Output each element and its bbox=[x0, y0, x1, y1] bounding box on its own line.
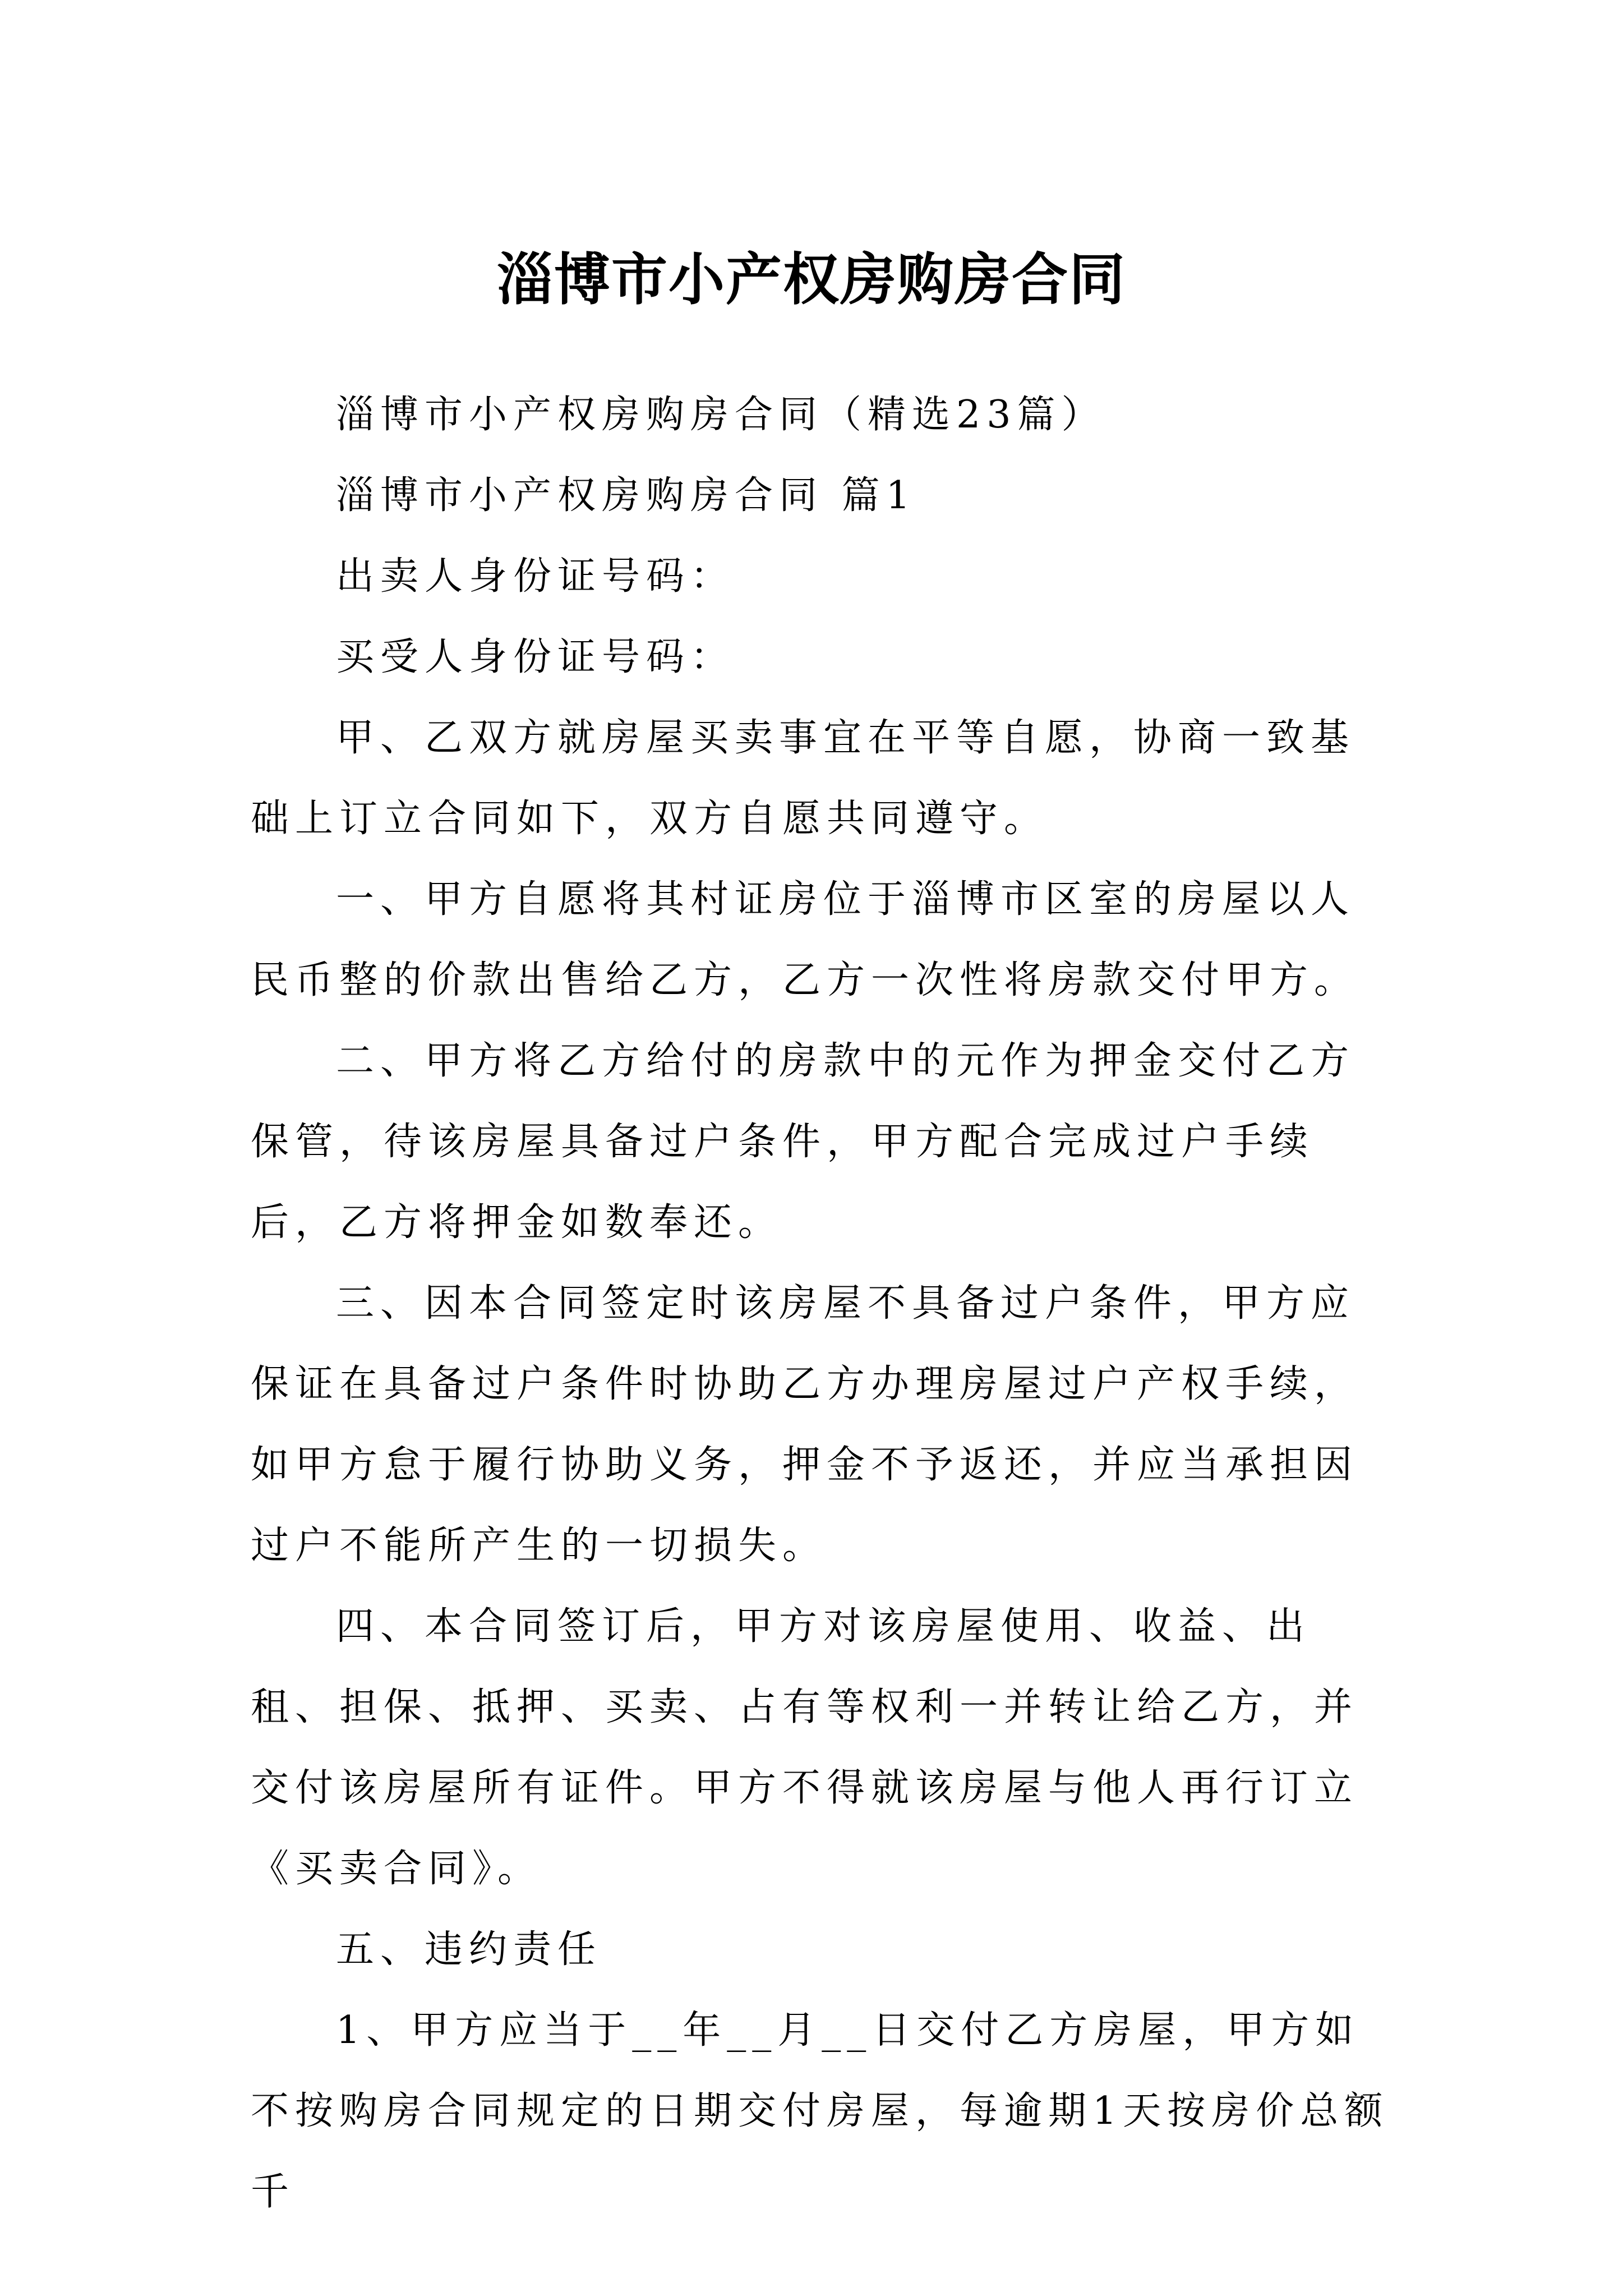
document-body bbox=[251, 375, 1395, 2233]
clause-3: 三、因本合同签定时该房屋不具备过户条件，甲方应保证在具备过户条件时协助乙方办理房屋过户产权手续，如甲方怠于履行协助义务，押金不予返还，并应当承担因过户不能所产生的一切损失。 bbox=[251, 1281, 1359, 1568]
document-title: 淄博市小产权房购房合同 bbox=[497, 247, 1126, 312]
subtitle-line: 淄博市小产权房购房合同（精选23篇） bbox=[336, 393, 1106, 437]
buyer-id-line: 买受人身份证号码： bbox=[336, 635, 735, 679]
section-heading: 淄博市小产权房购房合同 篇1 bbox=[336, 473, 916, 518]
seller-id-line: 出卖人身份证号码： bbox=[336, 554, 735, 599]
clause-5-item-1: 1、甲方应当于__年__月__日交付乙方房屋，甲方如不按购房合同规定的日期交付房屋，每逾期1天按房价总额千 bbox=[251, 2008, 1389, 2214]
clause-2: 二、甲方将乙方给付的房款中的元作为押金交付乙方保管，待该房屋具备过户条件，甲方配合完成过户手续后，乙方将押金如数奉还。 bbox=[251, 1039, 1355, 1245]
preamble-paragraph: 甲、乙双方就房屋买卖事宜在平等自愿，协商一致基础上订立合同如下，双方自愿共同遵守。 bbox=[251, 716, 1355, 841]
clause-5-heading: 五、违约责任 bbox=[336, 1927, 602, 1972]
clause-4: 四、本合同签订后，甲方对该房屋使用、收益、出租、担保、抵押、买卖、占有等权利一并转让给乙方，并交付该房屋所有证件。甲方不得就该房屋与他人再行订立《买卖合同》。 bbox=[251, 1604, 1359, 1891]
clause-1: 一、甲方自愿将其村证房位于淄博市区室的房屋以人民币整的价款出售给乙方，乙方一次性将房款交付甲方。 bbox=[251, 877, 1359, 1002]
